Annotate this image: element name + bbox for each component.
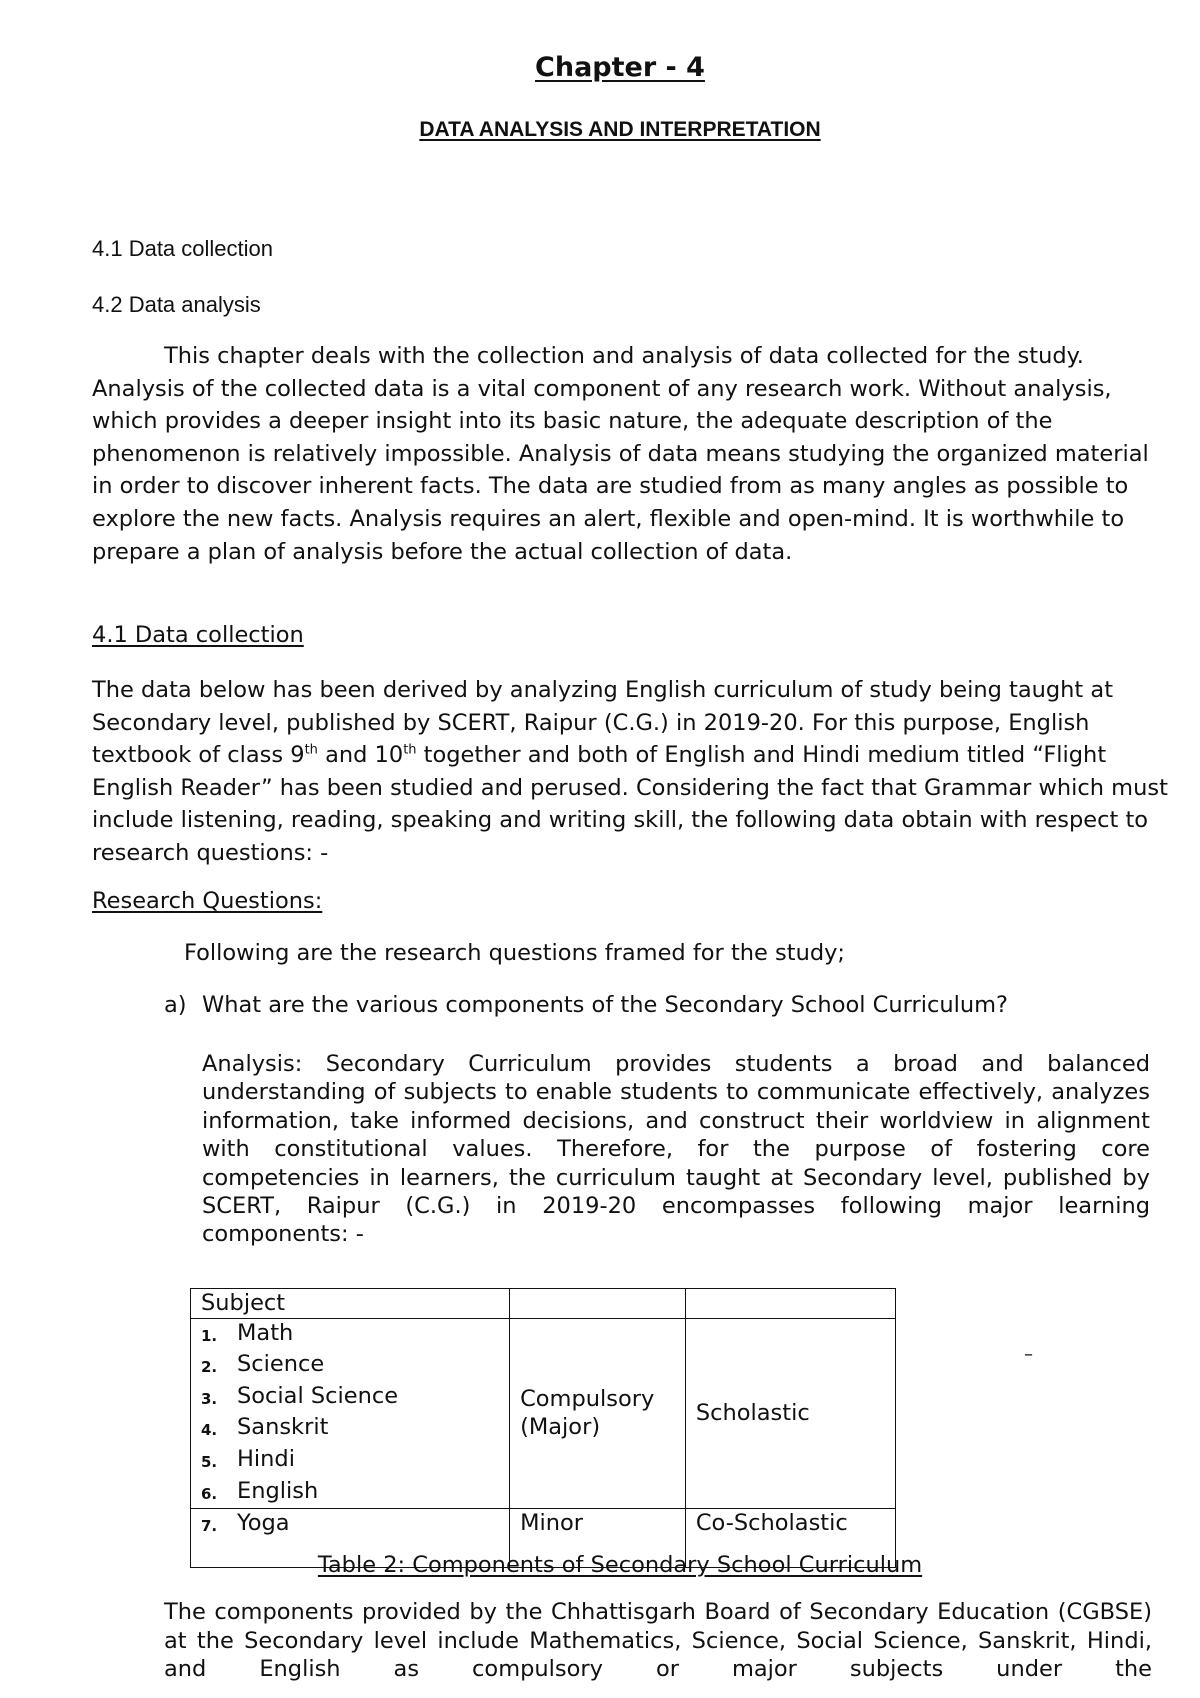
subject-name: Hindi: [237, 1445, 295, 1472]
compulsory-subjects-cell: [191, 1318, 510, 1509]
toc-item-data-collection: 4.1 Data collection: [92, 236, 273, 261]
header-cell-classification: [685, 1289, 895, 1319]
minor-subject-list: [201, 1509, 499, 1541]
components-table: [190, 1288, 896, 1568]
superscript-th-9: th: [304, 742, 318, 758]
research-questions-intro: Following are the research questions framed for the study;: [184, 940, 846, 966]
list-number: 4.: [201, 1421, 218, 1440]
data-collection-text-1: The data below has been derived by analyzing English curriculum of study being taught at Secondary level, published by SCERT, Raipur (C.G.) in 2019-20. For this purpose, English textbook of class 9: [92, 677, 1114, 769]
list-number: 2.: [201, 1358, 218, 1377]
list-item: [201, 1413, 499, 1445]
superscript-th-10: th: [403, 742, 417, 758]
intro-paragraph-text: This chapter deals with the collection and analysis of data collected for the study. Analysis of the collected data is a vital component of any research work. Without analysis, which provides a deeper insight into its basic nature, the adequate description of the phenomenon is relatively impossible. Analysis of data means studying the organized material in order to discover inherent facts. The data are studied from as many angles as possible to explore the new facts. Analysis requires an alert, flexible and open-mind. It is worthwhile to prepare a plan of analysis before the actual collection of data.: [92, 343, 1149, 565]
list-item: [201, 1509, 499, 1541]
subject-name: English: [237, 1477, 319, 1504]
data-collection-paragraph: [92, 674, 1172, 870]
list-item: [201, 1445, 499, 1477]
subject-name: Social Science: [237, 1382, 399, 1409]
compulsory-type-cell: Compulsory (Major): [510, 1318, 686, 1509]
list-number: 7.: [201, 1517, 218, 1536]
intro-paragraph: [92, 340, 1172, 568]
list-number: 6.: [201, 1484, 218, 1503]
research-question-a: [164, 992, 1008, 1018]
research-questions-heading: Research Questions:: [92, 888, 323, 914]
section-heading-data-collection: 4.1 Data collection: [92, 622, 304, 648]
header-cell-type: [510, 1289, 686, 1319]
list-item: [201, 1382, 499, 1414]
subject-name: Math: [237, 1319, 294, 1346]
list-number: 3.: [201, 1389, 218, 1408]
subject-name: Yoga: [237, 1510, 290, 1537]
subject-name: Science: [237, 1351, 325, 1378]
chapter-title: Chapter - 4: [535, 52, 705, 83]
list-item: [201, 1319, 499, 1351]
closing-paragraph: The components provided by the Chhattisgarh Board of Secondary Education (CGBSE) at the Secondary level include Mathematics, Science, Social Science, Sanskrit, Hindi, and English as compulsory or major subjects under the: [164, 1599, 1152, 1683]
list-number: 5.: [201, 1452, 218, 1471]
side-dash-mark: –: [1024, 1344, 1033, 1365]
table-header-row: [191, 1289, 896, 1319]
question-a-text: What are the various components of the Secondary School Curriculum?: [202, 992, 1008, 1018]
compulsory-subject-list: [201, 1319, 499, 1509]
table-caption: Table 2: Components of Secondary School Curriculum: [317, 1552, 923, 1578]
subject-name: Sanskrit: [237, 1414, 329, 1441]
compulsory-classification-cell: Scholastic: [685, 1318, 895, 1509]
list-item: [201, 1350, 499, 1382]
minor-type-cell: Minor: [510, 1509, 686, 1568]
chapter-heading: DATA ANALYSIS AND INTERPRETATION: [419, 118, 821, 141]
data-collection-text-3: together and both of English and Hindi medium titled “Flight English Reader” has been studied and perused. Considering the fact that Grammar which must include listening, reading, speaking and writing skill, the following data obtain with respect to research questions: -: [92, 742, 1168, 866]
header-cell-subject: Subject: [191, 1289, 510, 1319]
list-number: 1.: [201, 1326, 218, 1345]
analysis-paragraph: Analysis: Secondary Curriculum provides students a broad and balanced understanding of subjects to enable students to communicate effectively, analyzes information, take informed decisions, and construct their worldview in alignment with constitutional values. Therefore, for the purpose of fostering core competencies in learners, the curriculum taught at Secondary level, published by SCERT, Raipur (C.G.) in 2019-20 encompasses following major learning components: -: [202, 1051, 1150, 1248]
list-item: [201, 1477, 499, 1509]
data-collection-text-2: and 10: [317, 742, 404, 769]
question-marker: a): [164, 992, 187, 1018]
table-row-compulsory: [191, 1318, 896, 1509]
minor-classification-cell: Co-Scholastic: [685, 1509, 895, 1568]
toc-item-data-analysis: 4.2 Data analysis: [92, 292, 261, 317]
